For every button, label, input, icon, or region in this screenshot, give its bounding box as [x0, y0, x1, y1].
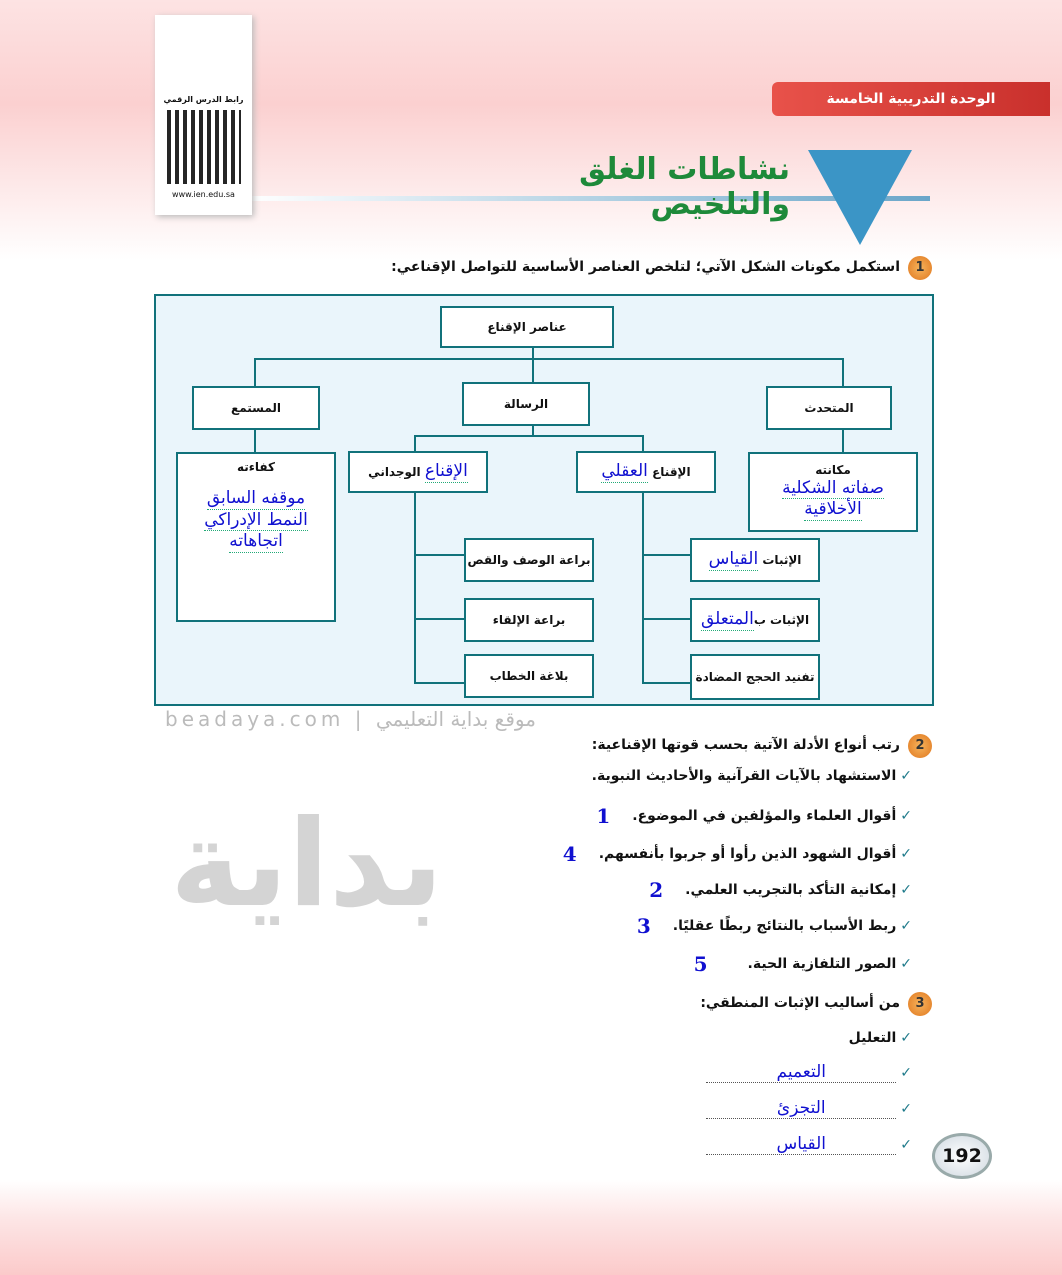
list-item: ✓ التعليل [848, 1030, 912, 1046]
answer: الإقناع [424, 461, 468, 482]
node-listener: المستمع [192, 386, 320, 430]
node-root: عناصر الإقناع [440, 306, 614, 348]
question-number: 3 [908, 992, 932, 1016]
rank-answer: 1 [596, 804, 611, 828]
answer: النمط الإدراكي [204, 509, 308, 530]
qr-url: www.ien.edu.sa [172, 190, 235, 199]
page-number: 192 [932, 1133, 992, 1179]
label: الإقناع [652, 464, 691, 479]
node-listener-competence [176, 452, 336, 622]
label: مكانته [815, 463, 851, 478]
answer: الأخلاقية [804, 499, 862, 520]
node-delivery: براعة الإلقاء [464, 598, 594, 642]
answer: صفاته الشكلية [782, 477, 884, 498]
list-item: ✓ ربط الأسباب بالنتائج ربطًا عقليًا. 3 [636, 914, 912, 938]
qr-label: رابط الدرس الرقمي [163, 95, 244, 104]
rank-answer: 3 [636, 914, 651, 938]
label: الوجداني [368, 464, 421, 479]
answer: العقلي [601, 461, 648, 482]
label: الإثبات [762, 552, 802, 567]
qr-card[interactable] [155, 15, 252, 215]
answer: المتعلق [700, 609, 754, 630]
node-proof-analogy [690, 538, 820, 582]
answer: موقفه السابق [206, 488, 306, 509]
watermark-logo: بداية [170, 795, 444, 934]
list-item: ✓ الاستشهاد بالآيات القرآنية والأحاديث النبوية. [591, 768, 912, 784]
question-1 [132, 256, 932, 280]
unit-label: الوحدة التدريبية الخامسة [772, 82, 1050, 116]
question-text: استكمل مكونات الشكل الآتي؛ لتلخص العناصر الأساسية للتواصل الإقناعي: [391, 259, 900, 275]
persuasion-diagram [154, 294, 934, 706]
node-speaker-status [748, 452, 918, 532]
list-item: ✓ إمكانية التأكد بالتجريب العلمي. 2 [649, 878, 912, 902]
list-item: ✓ أقوال الشهود الذين رأوا أو جربوا بأنفسهم. 4 [562, 842, 912, 866]
list-item: ✓ التعميم [706, 1062, 912, 1083]
list-item: ✓ القياس [706, 1134, 912, 1155]
answer: القياس [708, 549, 759, 570]
rank-answer: 5 [693, 952, 708, 976]
node-refute: تفنيد الحجج المضادة [690, 654, 820, 700]
book-emblem-icon [808, 150, 912, 245]
list-item: ✓ أقوال العلماء والمؤلفين في الموضوع. 1 [596, 804, 912, 828]
question-2 [332, 734, 932, 758]
question-number: 1 [908, 256, 932, 280]
list-item: ✓ الصور التلفازية الحية. 5 [693, 952, 912, 976]
page-title: نشاطات الغلق والتلخيص [579, 152, 790, 222]
qr-code-icon[interactable] [167, 110, 241, 184]
node-description: براعة الوصف والقص [464, 538, 594, 582]
node-message: الرسالة [462, 382, 590, 426]
node-emotional [348, 451, 488, 493]
label: كفاءته [236, 460, 276, 474]
rank-answer: 4 [562, 842, 577, 866]
question-3 [532, 992, 932, 1016]
answer: اتجاهاته [229, 531, 283, 552]
question-text: رتب أنواع الأدلة الآتية بحسب قوتها الإقناعية: [591, 737, 900, 753]
footer-background [0, 1180, 1062, 1275]
node-eloquence: بلاغة الخطاب [464, 654, 594, 698]
node-speaker: المتحدث [766, 386, 892, 430]
watermark-text: beadaya.com | موقع بداية التعليمي [165, 707, 536, 731]
question-text: من أساليب الإثبات المنطقي: [700, 995, 900, 1011]
list-item: ✓ التجزئ [706, 1098, 912, 1119]
node-proof-related [690, 598, 820, 642]
rank-answer: 2 [649, 878, 664, 902]
question-number: 2 [908, 734, 932, 758]
node-rational [576, 451, 716, 493]
label: الإثبات ب [753, 612, 810, 627]
